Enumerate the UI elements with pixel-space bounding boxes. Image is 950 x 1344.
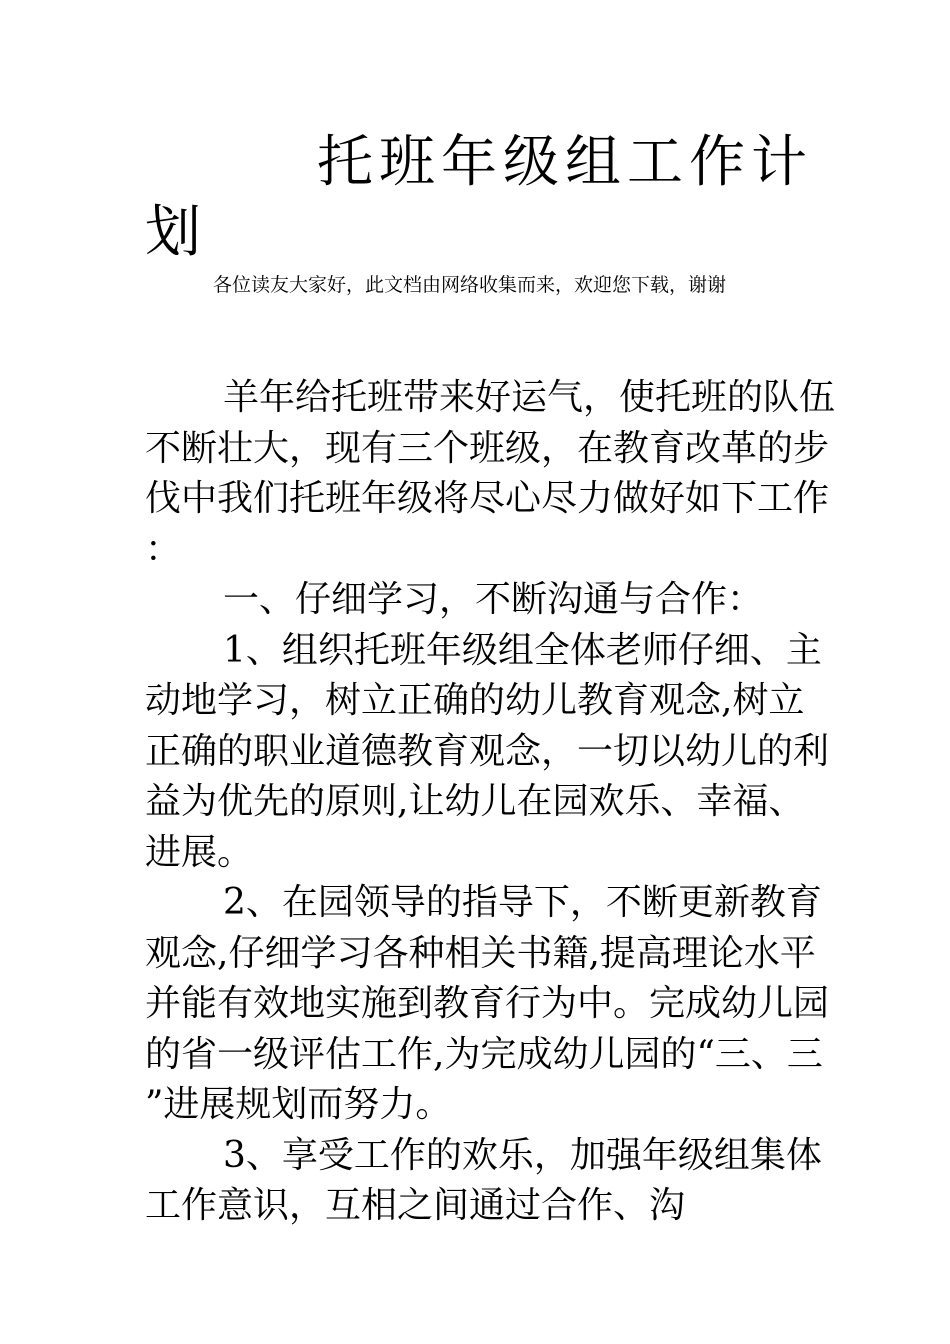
paragraph-intro: 羊年给托班带来好运气，使托班的队伍不断壮大，现有三个班级，在教育改革的步伐中我们托班年级将尽心尽力做好如下工作： — [145, 377, 836, 570]
download-notice: 各位读友大家好，此文档由网络收集而来，欢迎您下载，谢谢 — [213, 274, 727, 296]
document-body — [145, 373, 835, 1232]
paragraph-item-3: 3、享受工作的欢乐，加强年级组集体工作意识，互相之间通过合作、沟 — [145, 1134, 822, 1226]
section-heading-1: 一、仔细学习，不断沟通与合作： — [223, 579, 764, 620]
document-title: 托班年级组工作计划 — [145, 130, 813, 265]
paragraph-item-1: 1、组织托班年级组全体老师仔细、主动地学习，树立正确的幼儿教育观念,树立正确的职业道德教育观念，一切以幼儿的利益为优先的原则,让幼儿在园欢乐、幸福、进展。 — [145, 629, 830, 873]
paragraph-item-2: 2、在园领导的指导下，不断更新教育观念,仔细学习各种相关书籍,提高理论水平并能有效地实施到教育行为中。完成幼儿园的省一级评估工作,为完成幼儿园的“三、三”进展规划而努力。 — [145, 882, 830, 1125]
